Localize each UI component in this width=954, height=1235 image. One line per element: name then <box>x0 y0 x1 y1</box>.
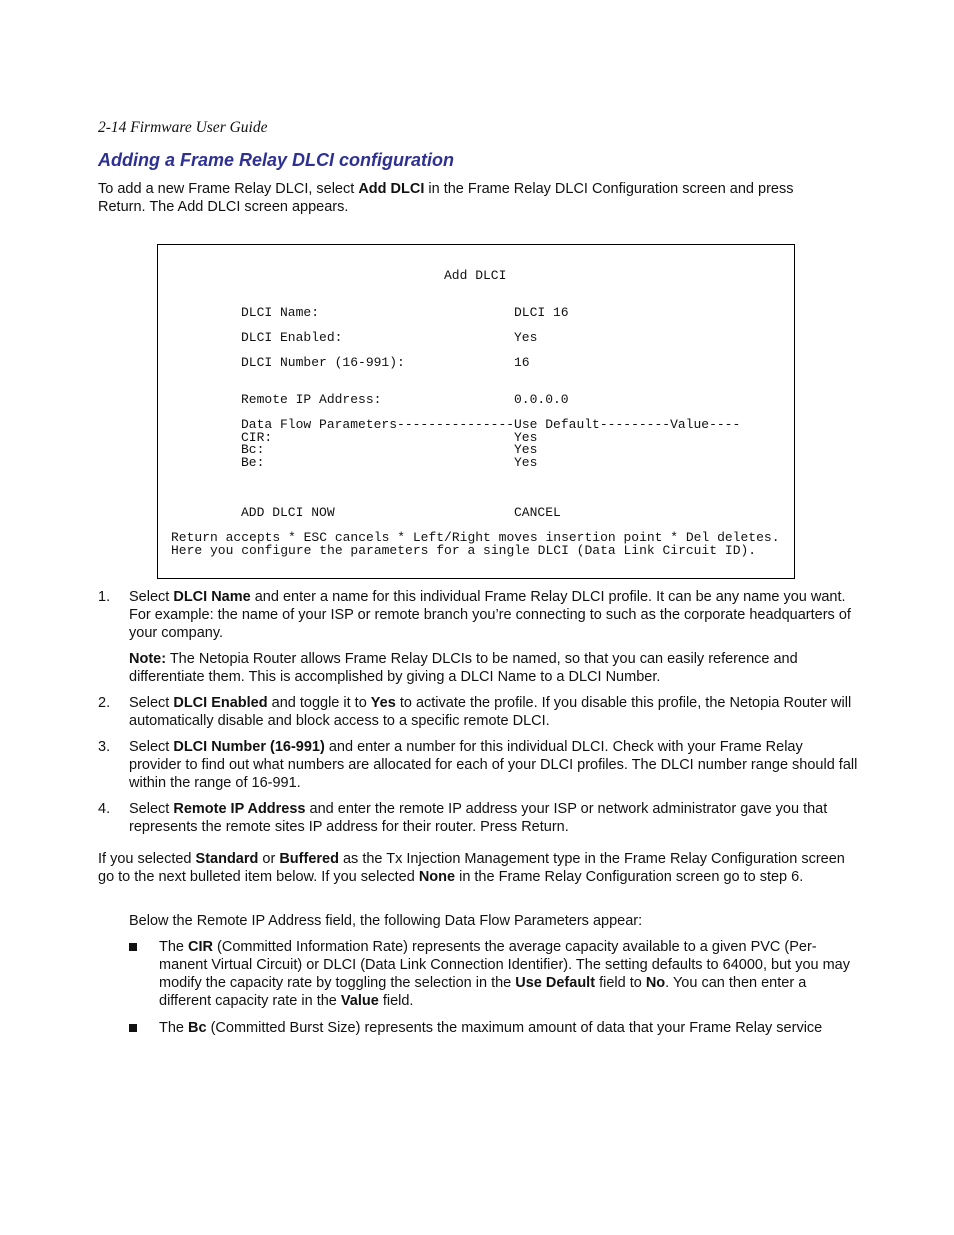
para-bold: None <box>418 869 456 885</box>
square-bullet-icon <box>129 943 137 951</box>
step-text: and toggle it to <box>267 695 371 711</box>
bullet-text: field. <box>378 993 414 1009</box>
bullet-text: The <box>159 939 189 955</box>
bullet-text: (Committed Burst Size) represents the maximum amount of data that your Frame Relay service <box>206 1020 823 1036</box>
remote-ip-label: Remote IP Address: <box>241 392 382 407</box>
dlci-enabled-label: DLCI Enabled: <box>241 330 343 345</box>
para-text: as the Tx Injection Management type in the Frame Relay Configuration screen go to the next bulleted item below. If you selected <box>98 851 845 885</box>
note-paragraph <box>98 650 858 686</box>
bullet-text: . You can then enter a different capacity rate in the <box>159 975 807 1009</box>
bullet-text: (Committed Information Rate) represents the average capacity available to a given PVC (Per-manent Virtual Circuit) or DLCI (Data Link Connection Identifier). The setting defaults to 64000, but you may modify the capacity rate by toggling the selection in the <box>159 939 850 991</box>
dlci-name-label: DLCI Name: <box>241 305 320 320</box>
step-3 <box>98 738 858 792</box>
bullet-bold: No <box>645 975 666 991</box>
screen-help-line-1: Return accepts * ESC cancels * Left/Right moves insertion point * Del deletes. <box>171 530 780 545</box>
step-bold: Yes <box>370 695 396 711</box>
step-text: Select <box>129 801 174 817</box>
para-text: If you selected <box>98 851 196 867</box>
step-number: 2. <box>98 695 111 711</box>
intro-text: To add a new Frame Relay DLCI, select <box>98 181 359 197</box>
bullet-list <box>129 938 857 1046</box>
step-text: and enter the remote IP address your ISP or network administrator gave you that represents the remote sites IP address for their router. Press Return. <box>129 801 828 835</box>
intro-paragraph <box>98 180 838 216</box>
step-text: Select <box>129 739 174 755</box>
step-text: Select <box>129 695 174 711</box>
note-text: The Netopia Router allows Frame Relay DLCIs to be named, so that you can easily reference and differentiate them. This is accomplished by giving a DLCI Name to a DLCI Number. <box>129 651 798 685</box>
bullet-text: field to <box>595 975 646 991</box>
be-label: Be: <box>241 454 265 470</box>
step-number: 4. <box>98 801 111 817</box>
bullet-bold: Bc <box>188 1020 207 1036</box>
bullet-bc <box>129 1019 857 1037</box>
bullet-bold: Value <box>340 993 379 1009</box>
steps-list <box>98 588 858 844</box>
step-bold: DLCI Number (16-991) <box>173 739 325 755</box>
step-2 <box>98 694 858 730</box>
cir-label: CIR: <box>241 429 273 445</box>
step-number: 3. <box>98 739 111 755</box>
note-label: Note: <box>129 651 167 667</box>
bullet-bold: Use Default <box>515 975 596 991</box>
screen-title: Add DLCI <box>444 268 507 283</box>
dlci-enabled-toggle[interactable]: Yes <box>514 330 538 345</box>
remote-ip-field[interactable]: 0.0.0.0 <box>514 392 569 407</box>
cancel-button[interactable]: CANCEL <box>514 505 561 520</box>
para-text: in the Frame Relay Configuration screen go to step 6. <box>455 869 804 885</box>
data-flow-intro: Below the Remote IP Address field, the following Data Flow Parameters appear: <box>129 913 643 929</box>
page-header: 2-14 Firmware User Guide <box>98 119 268 136</box>
step-4 <box>98 800 858 836</box>
para-text: or <box>258 851 280 867</box>
dlci-number-label: DLCI Number (16-991): <box>241 355 405 370</box>
para-bold: Buffered <box>279 851 339 867</box>
add-dlci-screen <box>157 244 795 579</box>
bullet-text: The <box>159 1020 189 1036</box>
section-title: Adding a Frame Relay DLCI configuration <box>98 150 455 170</box>
be-use-default-toggle[interactable]: Yes <box>514 454 538 470</box>
screen-help-line-2: Here you configure the parameters for a single DLCI (Data Link Circuit ID). <box>171 542 757 558</box>
para-bold: Standard <box>195 851 259 867</box>
bullet-cir <box>129 938 857 1010</box>
dlci-name-field[interactable]: DLCI 16 <box>514 305 569 320</box>
step-text: to activate the profile. If you disable this profile, the Netopia Router will automatically disable and block access to a specific remote DLCI. <box>129 695 852 729</box>
step-1 <box>98 588 858 642</box>
bullet-bold: CIR <box>188 939 213 955</box>
intro-bold: Add DLCI <box>358 181 425 197</box>
dlci-number-field[interactable]: 16 <box>514 355 530 370</box>
bc-use-default-toggle[interactable]: Yes <box>514 442 538 457</box>
step-text: Select <box>129 589 174 605</box>
bc-label: Bc: <box>241 442 265 457</box>
add-dlci-now-button[interactable]: ADD DLCI NOW <box>241 505 335 520</box>
data-flow-header: Data Flow Parameters---------------Use Default---------Value---- <box>241 417 741 432</box>
step-bold: Remote IP Address <box>173 801 306 817</box>
step-bold: DLCI Name <box>173 589 251 605</box>
injection-paragraph <box>98 850 858 886</box>
square-bullet-icon <box>129 1024 137 1032</box>
step-text: and enter a name for this individual Frame Relay DLCI profile. It can be any name you want. For example: the name of your ISP or remote branch you’re connecting to such as the corporate headquarters of your company. <box>129 589 851 641</box>
intro-text-2: in the Frame Relay DLCI Configuration screen and press Return. The Add DLCI screen appears. <box>98 181 794 215</box>
cir-use-default-toggle[interactable]: Yes <box>514 429 538 445</box>
step-text: and enter a number for this individual DLCI. Check with your Frame Relay provider to find out what numbers are allocated for each of your DLCI profiles. The DLCI number range should fall within the range of 16-991. <box>129 739 858 791</box>
step-number: 1. <box>98 589 111 605</box>
step-bold: DLCI Enabled <box>173 695 268 711</box>
